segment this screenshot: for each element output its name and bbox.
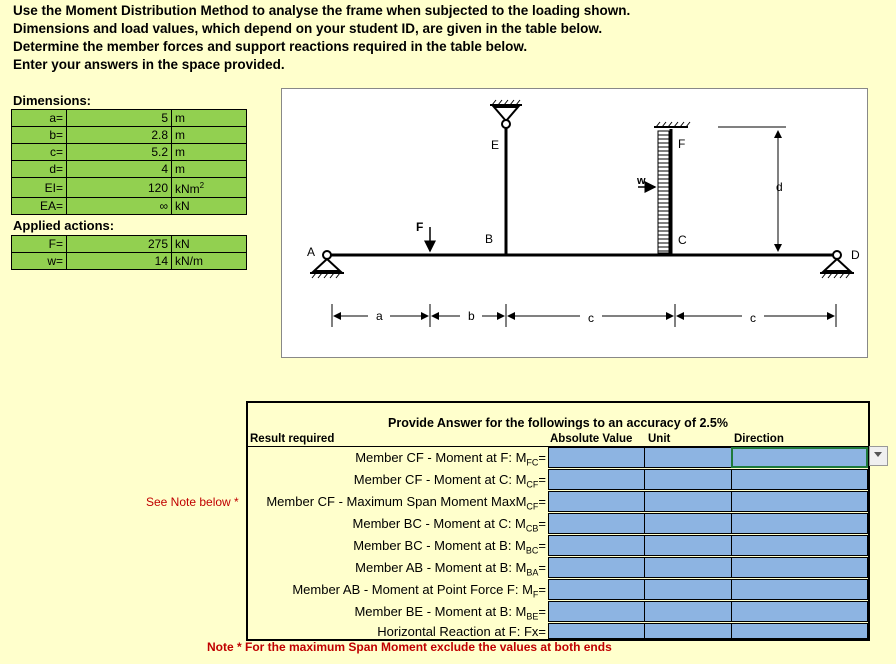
dim-label: EA=: [12, 198, 67, 215]
answer-panel: [246, 401, 870, 641]
dim-value[interactable]: 4: [67, 161, 172, 178]
answer-row: [248, 491, 868, 513]
answer-row: [248, 447, 868, 469]
dim-row-ei: [12, 178, 247, 198]
dim-row-b: [12, 127, 247, 144]
dim-label: EI=: [12, 178, 67, 198]
abs-value-input[interactable]: [548, 447, 645, 468]
action-label: F=: [12, 236, 67, 253]
unit-input[interactable]: [644, 579, 732, 600]
unit-input[interactable]: [644, 557, 732, 578]
abs-value-input[interactable]: [548, 535, 645, 556]
direction-select[interactable]: [731, 491, 868, 512]
node-label-b: B: [485, 232, 494, 246]
question-label: Member AB - Moment at Point Force F: $M_F=$: [292, 582, 546, 600]
actions-table: [11, 235, 247, 270]
dim-value[interactable]: 120: [67, 178, 172, 198]
dim-value[interactable]: 5.2: [67, 144, 172, 161]
question-label: Member BE - Moment at B: $M_{BE}=$: [354, 604, 546, 622]
dim-label: b=: [12, 127, 67, 144]
unit-input[interactable]: [644, 513, 732, 534]
dim-value[interactable]: ∞: [67, 198, 172, 215]
answer-row: [248, 469, 868, 491]
dim-label: d=: [12, 161, 67, 178]
distributed-load-hatch: [658, 131, 669, 253]
dimension-a-label: a: [376, 309, 383, 323]
answer-row: [248, 557, 868, 579]
direction-select[interactable]: [731, 535, 868, 556]
unit-input[interactable]: [644, 623, 732, 639]
unit-input[interactable]: [644, 491, 732, 512]
unit-input[interactable]: [644, 601, 732, 622]
dim-unit: kNm$^2$: [172, 178, 247, 198]
answer-row: [248, 601, 868, 623]
direction-select[interactable]: [731, 557, 868, 578]
question-label: Member BC - Moment at C: $M_{CB}=$: [352, 516, 546, 534]
answer-row: [248, 513, 868, 535]
dim-row-c: [12, 144, 247, 161]
dim-label: c=: [12, 144, 67, 161]
pin-support-e-icon: [490, 100, 522, 128]
action-row-f: [12, 236, 247, 253]
abs-value-input[interactable]: [548, 557, 645, 578]
abs-value-input[interactable]: [548, 623, 645, 639]
abs-value-input[interactable]: [548, 469, 645, 490]
distributed-load-label: w: [637, 175, 646, 187]
abs-value-input[interactable]: [548, 513, 645, 534]
dropdown-arrow-icon[interactable]: [869, 446, 888, 466]
node-label-a: A: [307, 245, 316, 259]
header-abs-value: Absolute Value: [550, 433, 633, 445]
action-unit: kN: [172, 236, 247, 253]
node-label-c: C: [678, 233, 687, 247]
question-label: Member CF - Moment at C: $M_{CF}=$: [353, 472, 546, 490]
action-label: w=: [12, 253, 67, 270]
dim-unit: kN: [172, 198, 247, 215]
question-label: Member AB - Moment at B: $M_{BA}=$: [355, 560, 546, 578]
dimensions-table: [11, 109, 247, 215]
answer-row: [248, 535, 868, 557]
note-side: See Note below *: [146, 495, 239, 509]
unit-input[interactable]: [644, 535, 732, 556]
note-bottom: Note * For the maximum Span Moment exclude the values at both ends: [207, 640, 612, 654]
dim-label: a=: [12, 110, 67, 127]
instruction-line-1: Use the Moment Distribution Method to analyse the frame when subjected to the loading shown.: [13, 3, 631, 18]
action-unit: kN/m: [172, 253, 247, 270]
question-label: Member CF - Moment at F: $M_{FC}=$: [355, 450, 546, 468]
answer-row: [248, 579, 868, 601]
dim-unit: m: [172, 110, 247, 127]
abs-value-input[interactable]: [548, 491, 645, 512]
instruction-line-2: Dimensions and load values, which depend on your student ID, are given in the table below.: [13, 21, 603, 36]
question-label: Member BC - Moment at B: $M_{BC}=$: [353, 538, 546, 556]
node-label-d: D: [851, 248, 860, 262]
dim-unit: m: [172, 161, 247, 178]
dim-row-d: [12, 161, 247, 178]
dim-value[interactable]: 5: [67, 110, 172, 127]
unit-input[interactable]: [644, 469, 732, 490]
question-label: Horizontal Reaction at F: Fx=: [377, 624, 546, 639]
dim-row-a: [12, 110, 247, 127]
header-result: Result required: [250, 433, 335, 445]
abs-value-input[interactable]: [548, 579, 645, 600]
dim-row-ea: [12, 198, 247, 215]
action-value[interactable]: 275: [67, 236, 172, 253]
direction-select[interactable]: [731, 447, 868, 468]
point-force-label: F: [416, 220, 424, 234]
answer-title: Provide Answer for the followings to an accuracy of 2.5%: [388, 416, 728, 430]
direction-select[interactable]: [731, 601, 868, 622]
node-label-e: E: [491, 138, 500, 152]
direction-select[interactable]: [731, 469, 868, 490]
unit-input[interactable]: [644, 447, 732, 468]
header-direction: Direction: [734, 433, 784, 445]
direction-select[interactable]: [731, 623, 868, 639]
direction-select[interactable]: [731, 513, 868, 534]
actions-title: Applied actions:: [13, 218, 115, 233]
dimension-d-label: d: [776, 180, 783, 194]
frame-diagram: [281, 88, 868, 358]
instruction-line-3: Determine the member forces and support reactions required in the table below.: [13, 39, 528, 54]
fixed-support-f-icon: [654, 122, 690, 127]
dimension-c1-label: c: [588, 311, 594, 325]
instruction-line-4: Enter your answers in the space provided.: [13, 57, 285, 72]
question-label: Member CF - Maximum Span Moment MaxM$_{CF}$=: [266, 494, 546, 512]
direction-select[interactable]: [731, 579, 868, 600]
dim-value[interactable]: 2.8: [67, 127, 172, 144]
dim-unit: m: [172, 127, 247, 144]
header-unit: Unit: [648, 433, 671, 445]
abs-value-input[interactable]: [548, 601, 645, 622]
action-value[interactable]: 14: [67, 253, 172, 270]
dimensions-title: Dimensions:: [13, 93, 92, 108]
dim-unit: m: [172, 144, 247, 161]
action-row-w: [12, 253, 247, 270]
dimension-c2-label: c: [750, 311, 756, 325]
node-label-f: F: [678, 137, 686, 151]
dimension-b-label: b: [468, 309, 475, 323]
